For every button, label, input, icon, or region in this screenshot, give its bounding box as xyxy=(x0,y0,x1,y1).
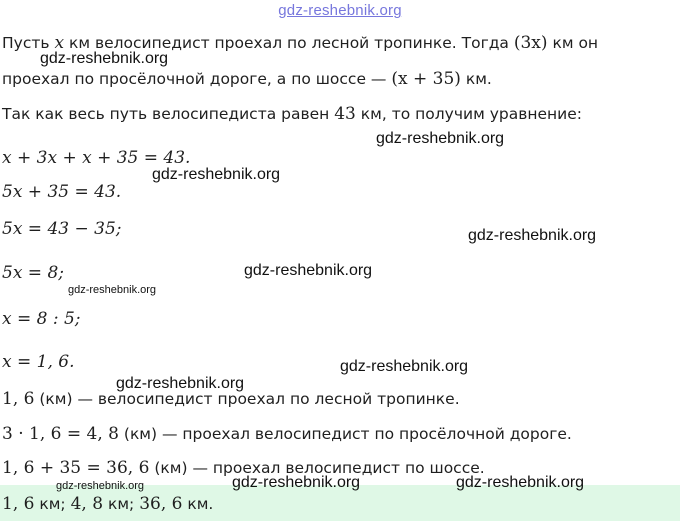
equation-6 xyxy=(2,352,74,372)
answer-line xyxy=(2,494,213,514)
header-watermark: gdz-reshebnik.org xyxy=(278,2,402,19)
equation-4 xyxy=(2,263,64,283)
math: x + 3x + x + 35 = 43. xyxy=(2,148,191,168)
text: км он xyxy=(547,34,599,52)
watermark: gdz-reshebnik.org xyxy=(376,130,505,147)
text: км; xyxy=(34,495,71,513)
math: 5x = 43 − 35; xyxy=(2,219,122,239)
text: (км) — проехал велосипедист по просёлочной дороге. xyxy=(118,425,572,443)
watermark: gdz-reshebnik.org xyxy=(56,480,145,492)
text: (км) — проехал велосипедист по шоссе. xyxy=(149,459,485,477)
text: км; xyxy=(103,495,140,513)
watermark: gdz-reshebnik.org xyxy=(340,358,469,375)
equation-5 xyxy=(2,309,81,329)
text: км. xyxy=(182,495,214,513)
math: x xyxy=(54,33,65,53)
math: 43 xyxy=(334,104,356,124)
text: км. xyxy=(460,70,492,88)
math: 3 · 1, 6 = 4, 8 xyxy=(2,424,119,444)
step-line-2 xyxy=(2,424,572,444)
watermark: gdz-reshebnik.org xyxy=(68,284,157,296)
text-line-2 xyxy=(2,69,492,89)
math: 1, 6 + 35 = 36, 6 xyxy=(2,458,150,478)
watermark: gdz-reshebnik.org xyxy=(456,474,585,491)
math: 36, 6 xyxy=(139,494,183,514)
math: x = 8 : 5; xyxy=(2,309,81,329)
math: 4, 8 xyxy=(70,494,104,514)
text: проехал по просёлочной дороге, а по шоссе — xyxy=(2,70,392,88)
watermark: gdz-reshebnik.org xyxy=(232,474,361,491)
watermark: gdz-reshebnik.org xyxy=(40,50,169,67)
math: 1, 6 xyxy=(2,389,35,409)
math: (x + 35) xyxy=(391,69,461,89)
math: 5x + 35 = 43. xyxy=(2,182,122,202)
text: Пусть xyxy=(2,34,55,52)
watermark: gdz-reshebnik.org xyxy=(152,166,281,183)
equation-2 xyxy=(2,182,121,202)
text: км, то получим уравнение: xyxy=(355,105,582,123)
watermark: gdz-reshebnik.org xyxy=(116,375,245,392)
math: 1, 6 xyxy=(2,494,35,514)
text-line-3 xyxy=(2,104,582,124)
math: (3x) xyxy=(513,33,548,53)
watermark: gdz-reshebnik.org xyxy=(244,262,373,279)
math: x = 1, 6. xyxy=(2,352,75,372)
watermark: gdz-reshebnik.org xyxy=(468,227,597,244)
text: км велосипедист проехал по лесной тропинке. Тогда xyxy=(64,34,514,52)
equation-3 xyxy=(2,219,122,239)
math: 5x = 8; xyxy=(2,263,64,283)
text: (км) — велосипедист проехал по лесной тропинке. xyxy=(34,390,460,408)
equation-1 xyxy=(2,148,190,168)
text: Так как весь путь велосипедиста равен xyxy=(2,105,335,123)
